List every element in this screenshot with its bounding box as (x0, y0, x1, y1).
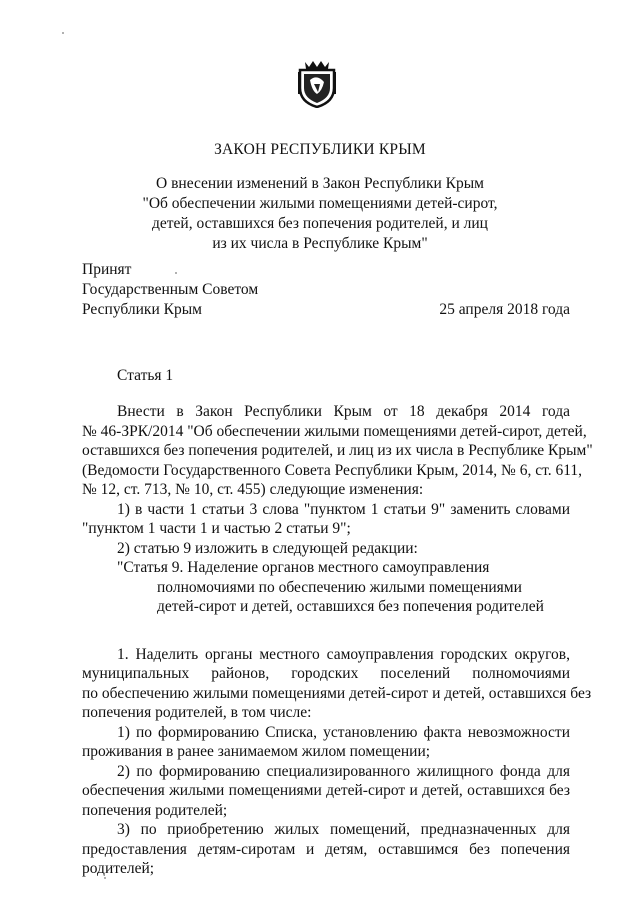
law-title: ЗАКОН РЕСПУБЛИКИ КРЫМ (214, 141, 426, 158)
adoption-date: 25 апреля 2018 года (439, 301, 570, 318)
article9-heading-line: полномочиями по обеспечению жилыми помещениями (157, 578, 522, 596)
article9-heading-line: детей-сирот и детей, оставшихся без попечения родителей (157, 598, 544, 615)
adoption-line: Государственным Советом (82, 281, 259, 298)
subtitle-line: О внесении изменений в Закон Республики Крым (156, 175, 484, 192)
crimea-coat-of-arms-icon (296, 58, 338, 108)
body-line: "пунктом 1 части 1 и частью 2 статьи 9"; (82, 520, 351, 537)
body-line: 1) в части 1 статьи 3 слова "пунктом 1 статьи 9" заменить словами (117, 500, 570, 518)
subtitle-line: "Об обеспечении жилыми помещениями детей-сирот, (142, 195, 498, 212)
body-line: № 46-ЗРК/2014 "Об обеспечении жилыми помещениями детей-сирот, детей, (82, 422, 587, 440)
subtitle-line: детей, оставшихся без попечения родителей, и лиц (152, 215, 488, 232)
article9-heading-line: "Статья 9. Наделение органов местного самоуправления (117, 559, 490, 576)
body-line: по обеспечению жилыми помещениями детей-сирот и детей, оставшихся без (82, 684, 592, 702)
body-line: попечения родителей, в том числе: (82, 704, 312, 721)
article-heading: Статья 1 (117, 367, 174, 384)
body-line: 2) статью 9 изложить в следующей редакции: (117, 539, 418, 557)
body-line: предоставления детям-сиротам и детям, оставшимся без попечения (82, 840, 570, 858)
body-line: Внести в Закон Республики Крым от 18 декабря 2014 года (117, 403, 570, 420)
subtitle-line: из их числа в Республике Крым" (212, 235, 428, 252)
scan-speck (62, 32, 64, 34)
adoption-line: Принят (82, 261, 132, 278)
body-line: попечения родителей; (82, 801, 228, 819)
body-line: 2) по формированию специализированного жилищного фонда для (117, 762, 570, 780)
article-body (82, 402, 593, 879)
adoption-block (82, 260, 258, 320)
body-line: обеспечения жилыми помещениями детей-сирот и детей, оставшихся без (82, 782, 570, 799)
body-line: оставшихся без попечения родителей, и лиц из их числа в Республике Крым" (82, 442, 593, 459)
adoption-line: Республики Крым (82, 301, 202, 318)
body-line: 1. Наделить органы местного самоуправления городских округов, (117, 645, 570, 663)
body-line: 3) по приобретению жилых помещений, предназначенных для (117, 821, 570, 838)
body-line: проживания в ранее занимаемом жилом помещении; (82, 743, 431, 760)
scan-speck (175, 272, 177, 274)
law-subtitle (140, 174, 500, 254)
body-line: (Ведомости Государственного Совета Республики Крым, 2014, № 6, ст. 611, (82, 461, 582, 479)
body-line: родителей; (82, 860, 155, 877)
body-line: 1) по формированию Списка, установлению факта невозможности (117, 723, 570, 741)
body-line: № 12, ст. 713, № 10, ст. 455) следующие изменения: (82, 481, 424, 498)
body-line: муниципальных районов, городских поселений полномочиями (82, 665, 570, 682)
scan-speck (104, 877, 106, 879)
